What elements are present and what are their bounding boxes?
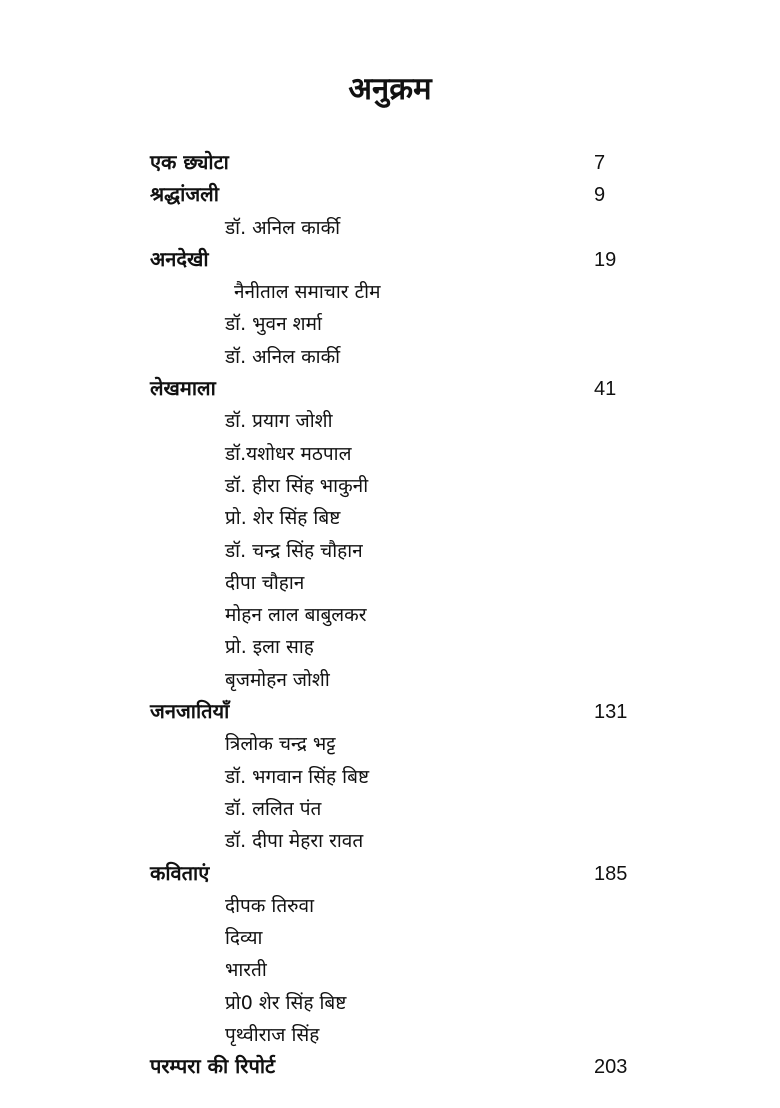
- toc-section-row: [0, 243, 780, 275]
- page-number: 41: [594, 378, 617, 401]
- toc-author-row: [0, 437, 780, 469]
- author-name: प्रो0 शेर सिंह बिष्ट: [225, 991, 347, 1014]
- toc-author-row: [0, 986, 780, 1018]
- toc-author-row: [0, 501, 780, 533]
- toc-section-row: [0, 178, 780, 210]
- section-title: अनदेखी: [150, 246, 209, 271]
- author-name: डॉ. अनिल कार्की: [225, 345, 341, 368]
- toc-author-row: [0, 727, 780, 759]
- author-name: डॉ. चन्द्र सिंह चौहान: [225, 539, 363, 562]
- section-title: परम्परा की रिपोर्ट: [150, 1054, 276, 1079]
- page-number: 9: [594, 184, 606, 207]
- author-name: प्रो. इला साह: [225, 636, 314, 659]
- toc-author-row: [0, 953, 780, 985]
- toc-author-row: [0, 663, 780, 695]
- section-title: एक छ्योटा: [150, 150, 229, 174]
- toc-section-row: [0, 695, 780, 727]
- toc-author-row: [0, 1018, 780, 1050]
- author-name: डॉ. प्रयाग जोशी: [225, 410, 333, 433]
- author-name: पृथ्वीराज सिंह: [225, 1024, 320, 1047]
- toc-author-row: [0, 469, 780, 501]
- toc-author-row: [0, 275, 780, 307]
- author-name: दीपक तिरुवा: [225, 894, 315, 917]
- author-name: मोहन लाल बाबुलकर: [225, 604, 367, 627]
- toc-author-row: [0, 307, 780, 339]
- author-name: भारती: [225, 959, 267, 982]
- author-name: त्रिलोक चन्द्र भट्ट: [225, 733, 336, 756]
- toc-author-row: [0, 824, 780, 856]
- table-of-contents: [0, 146, 780, 1083]
- section-title: कविताएं: [150, 860, 210, 885]
- author-name: डॉ. भुवन शर्मा: [225, 313, 322, 336]
- author-name: नैनीताल समाचार टीम: [234, 281, 381, 304]
- toc-section-row: [0, 857, 780, 889]
- author-name: प्रो. शेर सिंह बिष्ट: [225, 507, 341, 530]
- toc-author-row: [0, 792, 780, 824]
- toc-author-row: [0, 630, 780, 662]
- author-name: दीपा चौहान: [225, 571, 305, 594]
- author-name: डॉ. ललित पंत: [225, 797, 322, 820]
- author-name: डॉ. हीरा सिंह भाकुनी: [225, 474, 369, 497]
- page-number: 203: [594, 1056, 628, 1079]
- section-title: लेखमाला: [150, 376, 216, 401]
- toc-author-row: [0, 340, 780, 372]
- author-name: बृजमोहन जोशी: [225, 668, 330, 691]
- page-number: 185: [594, 862, 628, 885]
- toc-author-row: [0, 211, 780, 243]
- toc-section-row: [0, 146, 780, 178]
- toc-author-row: [0, 534, 780, 566]
- toc-author-row: [0, 889, 780, 921]
- toc-author-row: [0, 921, 780, 953]
- toc-author-row: [0, 760, 780, 792]
- author-name: डॉ. अनिल कार्की: [225, 216, 341, 239]
- section-title: श्रद्धांजली: [150, 182, 219, 207]
- author-name: दिव्या: [225, 927, 263, 950]
- author-name: डॉ. भगवान सिंह बिष्ट: [225, 765, 370, 788]
- page-number: 7: [594, 152, 606, 174]
- author-name: डॉ. दीपा मेहरा रावत: [225, 830, 364, 853]
- page-number: 19: [594, 248, 617, 271]
- author-name: डॉ.यशोधर मठपाल: [225, 442, 352, 465]
- section-title: जनजातियाँ: [150, 699, 230, 724]
- page-title: अनुक्रम: [348, 71, 432, 107]
- toc-author-row: [0, 404, 780, 436]
- toc-section-row: [0, 1050, 780, 1082]
- toc-author-row: [0, 566, 780, 598]
- toc-author-row: [0, 598, 780, 630]
- toc-section-row: [0, 372, 780, 404]
- page-number: 131: [594, 701, 628, 724]
